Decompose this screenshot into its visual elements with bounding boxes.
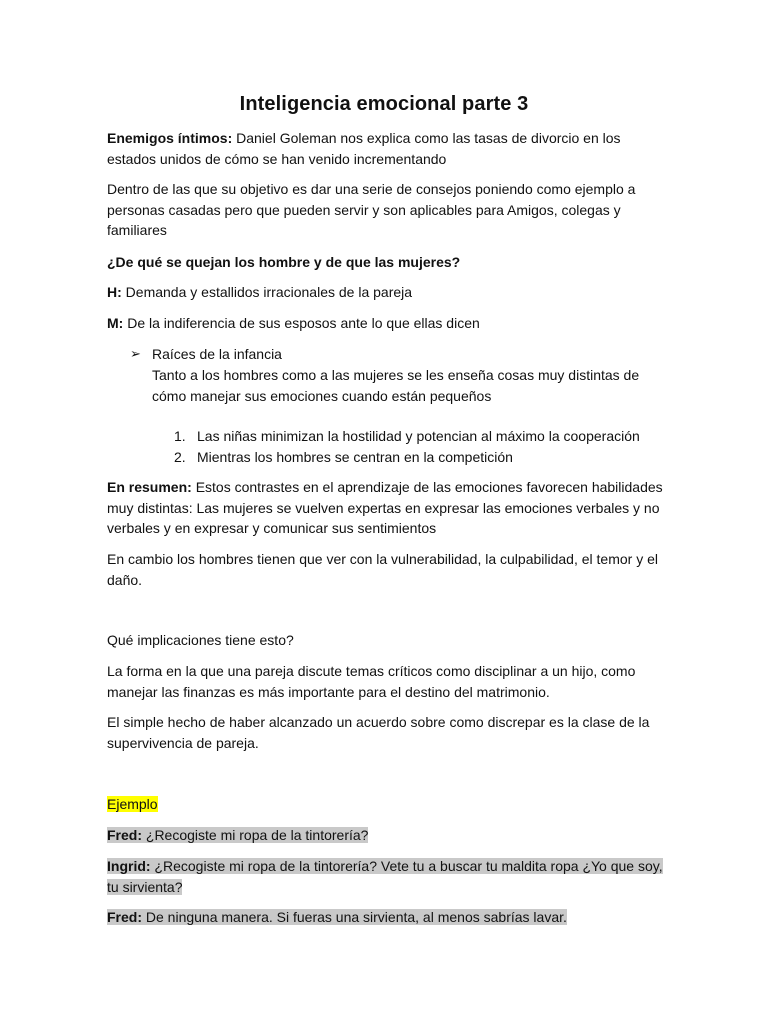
paragraph-resumen: [107, 477, 667, 539]
list-number: 2.: [174, 449, 186, 465]
speaker-name: Fred:: [107, 909, 142, 925]
h-label: H:: [107, 284, 122, 300]
ejemplo-heading: [107, 794, 667, 815]
resumen-text: Estos contrastes en el aprendizaje de las emociones favorecen habilidades muy distintas: Las mujeres se vuelven expertas en expresar las emociones verbales y no verbales y en expresar y comunicar sus sentimientos: [107, 479, 663, 536]
paragraph-simple: El simple hecho de haber alcanzado un acuerdo sobre como discrepar es la clase de la supervivencia de pareja.: [107, 714, 650, 751]
enemigos-text: Daniel Goleman nos explica como las tasas de divorcio en los estados unidos de cómo se han venido incrementando: [107, 130, 621, 167]
arrow-bullet-icon: ➢: [130, 346, 141, 361]
dialogue-text: ¿Recogiste mi ropa de la tintorería? Vete tu a buscar tu maldita ropa ¿Yo que soy, tu sirvienta?: [107, 858, 663, 895]
paragraph-implicaciones: Qué implicaciones tiene esto?: [107, 632, 294, 648]
list-number: 1.: [174, 428, 186, 444]
list-item: Mientras los hombres se centran en la competición: [197, 449, 513, 465]
m-label: M:: [107, 315, 124, 331]
speaker-name: Ingrid:: [107, 858, 151, 874]
ejemplo-label: Ejemplo: [107, 796, 158, 812]
dialogue-line: [107, 856, 667, 897]
bullet-title: Raíces de la infancia: [152, 346, 282, 362]
question-heading: ¿De qué se quejan los hombre y de que las mujeres?: [107, 254, 461, 270]
dialogue-line: [107, 825, 667, 846]
paragraph-enemigos: [107, 128, 667, 169]
speaker-name: Fred:: [107, 827, 142, 843]
dialogue-text: De ninguna manera. Si fueras una sirvienta, al menos sabrías lavar.: [142, 909, 567, 925]
m-text: De la indiferencia de sus esposos ante lo que ellas dicen: [123, 315, 480, 331]
h-text: Demanda y estallidos irracionales de la pareja: [121, 284, 413, 300]
dialogue-line: [107, 907, 667, 928]
paragraph-dentro: Dentro de las que su objetivo es dar una serie de consejos poniendo como ejemplo a personas casadas pero que pueden servir y son aplicables para Amigos, colegas y familiares: [107, 181, 636, 238]
bullet-text: Tanto a los hombres como a las mujeres se les enseña cosas muy distintas de cómo manejar sus emociones cuando están pequeños: [152, 367, 640, 404]
enemigos-label: Enemigos íntimos:: [107, 130, 233, 146]
paragraph-cambio: En cambio los hombres tienen que ver con la vulnerabilidad, la culpabilidad, el temor y el daño.: [107, 551, 658, 588]
paragraph-h: [107, 282, 667, 303]
resumen-label: En resumen:: [107, 479, 192, 495]
paragraph-forma: La forma en la que una pareja discute temas críticos como disciplinar a un hijo, como manejar las finanzas es más importante para el destino del matrimonio.: [107, 663, 636, 700]
dialogue-text: ¿Recogiste mi ropa de la tintorería?: [142, 827, 369, 843]
paragraph-m: [107, 313, 667, 334]
page-title: Inteligencia emocional parte 3: [239, 93, 529, 115]
list-item: Las niñas minimizan la hostilidad y potencian al máximo la cooperación: [197, 428, 640, 444]
